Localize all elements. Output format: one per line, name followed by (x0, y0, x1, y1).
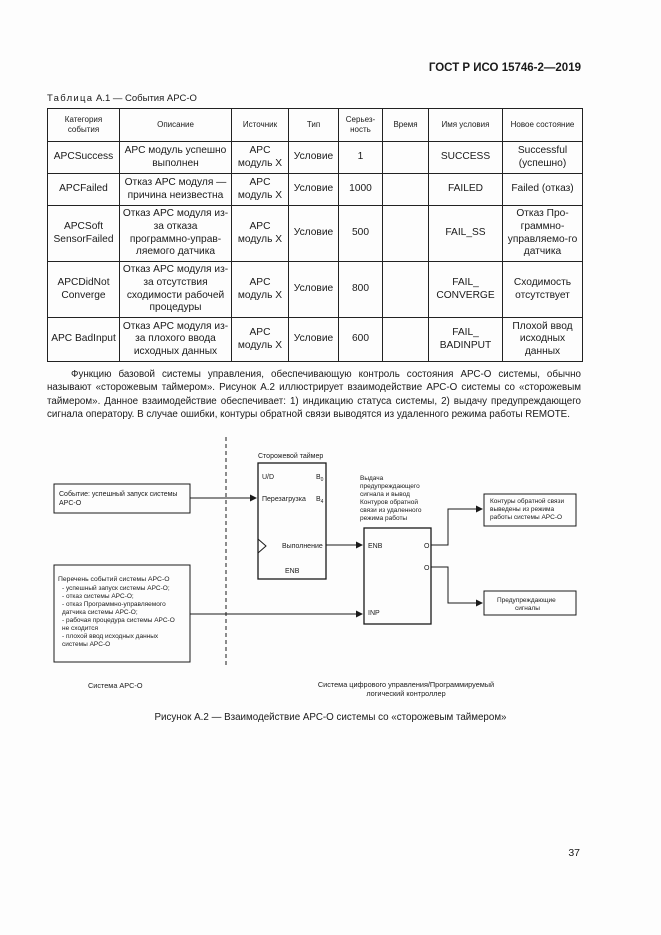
block-note-line: Контуров обратной (360, 499, 418, 506)
label-dcs-line: логический контроллер (366, 689, 446, 698)
block-o2-label: O (424, 565, 430, 572)
label-apc-system: Система APC-O (88, 681, 143, 690)
output-feedback-line: Контуры обратной связи (490, 498, 565, 505)
cell-time (383, 174, 429, 206)
figure-caption: Рисунок А.2 — Взаимодействие АРС-О системы со «сторожевым таймером» (154, 712, 507, 723)
cell-severity: 500 (339, 206, 383, 262)
event-list-line: системы APC-O (62, 641, 111, 648)
cell-condition: SUCCESS (429, 142, 503, 174)
event-box (54, 484, 190, 513)
table-header-row (48, 109, 583, 142)
cell-state: Successful (успешно) (503, 142, 583, 174)
cell-state: Плохой ввод исходных данных (503, 318, 583, 362)
block-note-line: Выдача (360, 475, 384, 482)
clock-input-icon (258, 539, 266, 553)
standard-header: ГОСТ Р ИСО 15746-2—2019 (428, 62, 581, 74)
watchdog-b0-letter: B (316, 474, 321, 481)
event-box-line: APC-O (59, 500, 82, 507)
cell-type: Условие (289, 174, 339, 206)
table-row (48, 206, 583, 262)
cell-time (383, 318, 429, 362)
cell-category: APCSoft SensorFailed (48, 206, 120, 262)
block-note-line: сигнала и вывод (360, 491, 410, 498)
cell-severity: 600 (339, 318, 383, 362)
event-list-line: - успешный запуск системы APC-O; (62, 585, 170, 592)
watchdog-ud-label: U/D (262, 474, 275, 481)
cell-severity: 1000 (339, 174, 383, 206)
cell-state: Сходимость отсутствует (503, 262, 583, 318)
cell-description: Отказ АРС модуля из-за плохого ввода исходных данных (120, 318, 232, 362)
cell-category: APC BadInput (48, 318, 120, 362)
table-row (48, 174, 583, 206)
watchdog-b4-letter: B (316, 496, 321, 503)
cell-category: APCDidNot Converge (48, 262, 120, 318)
cell-state: Отказ Про-граммно-управляемо-го датчика (503, 206, 583, 262)
event-box-line: Событие: успешный запуск системы (59, 491, 178, 498)
table-caption-title: А.1 — События АРС-О (93, 93, 197, 104)
watchdog-reload-label: Перезагрузка (262, 496, 306, 503)
event-list-line: не сходится (62, 625, 99, 632)
column-header: Время (383, 109, 429, 142)
table-caption (47, 93, 197, 104)
event-list-line: - рабочая процедура системы APC-O (62, 617, 175, 624)
cell-condition: FAIL_SS (429, 206, 503, 262)
block-enb-label: ENB (368, 543, 383, 550)
cell-description: АРС модуль успешно выполнен (120, 142, 232, 174)
column-header: Новое состояние (503, 109, 583, 142)
event-list-line: - плохой ввод исходных данных (62, 633, 159, 640)
event-list-line: - отказ системы APC-O; (62, 593, 134, 600)
cell-category: APCFailed (48, 174, 120, 206)
cell-description: Отказ АРС модуля — причина неизвестна (120, 174, 232, 206)
events-table (47, 108, 583, 362)
cell-description: Отказ АРС модуля из-за отсутствия сходимости рабочей процедуры (120, 262, 232, 318)
cell-type: Условие (289, 142, 339, 174)
cell-time (383, 206, 429, 262)
cell-condition: FAILED (429, 174, 503, 206)
output-feedback-line: выведены из режима (490, 506, 555, 513)
column-header: Категория события (48, 109, 120, 142)
output-warning-line: Предупреждающие (497, 597, 556, 604)
paragraph-text: Функцию базовой системы управления, обеспечивающую контроль состояния АРС-О системы, обычно называют «сторожевым таймером». Рисунок А.2 иллюстрирует взаимодействие АРС-О системы со «сторожевым таймером». Данное взаимодействие обеспечивает: 1) индикацию статуса системы, 2) выдачу предупреждающего сигнала оператору. В случае ошибки, контуры обратной связи выводятся из удаленного режима работы REMOTE. (47, 369, 581, 420)
output-feedback-line: работы системы APC-O (490, 514, 563, 521)
table-row (48, 142, 583, 174)
block-o1-label: O (424, 543, 430, 550)
block-inp-label: INP (368, 610, 380, 617)
output-warning-line: сигналы (515, 605, 540, 612)
table-row (48, 262, 583, 318)
label-dcs-line: Система цифрового управления/Программируемый (317, 680, 495, 689)
watchdog-b4-label (316, 496, 324, 505)
watchdog-enb-label: ENB (285, 568, 300, 575)
event-list-line: датчика системы APC-O; (62, 609, 138, 616)
column-header: Тип (289, 109, 339, 142)
column-header: Источник (232, 109, 289, 142)
watchdog-b0-sub: 0 (320, 477, 324, 483)
cell-source: APC модуль X (232, 206, 289, 262)
cell-source: APC модуль X (232, 142, 289, 174)
watchdog-title: Сторожевой таймер (258, 453, 324, 460)
block-note-line: связи из удаленного (360, 507, 422, 514)
cell-type: Условие (289, 206, 339, 262)
cell-source: APC модуль X (232, 262, 289, 318)
block-note-line: предупреждающего (360, 483, 420, 490)
cell-source: APC модуль X (232, 318, 289, 362)
arrow-to-warning-box (431, 567, 482, 603)
table-row (48, 318, 583, 362)
page-number: 37 (568, 847, 580, 859)
arrow-to-feedback-box (431, 509, 482, 545)
cell-category: APCSuccess (48, 142, 120, 174)
cell-severity: 1 (339, 142, 383, 174)
watchdog-done-label: Выполнение (282, 543, 323, 550)
cell-condition: FAIL_ BADINPUT (429, 318, 503, 362)
cell-type: Условие (289, 262, 339, 318)
watchdog-b0-label (316, 474, 324, 483)
block-note-line: режима работы (360, 515, 408, 522)
column-header: Серьез-ность (339, 109, 383, 142)
cell-state: Failed (отказ) (503, 174, 583, 206)
event-list-line: Перечень событий системы APC-O (58, 576, 170, 583)
table-caption-prefix: Таблица (47, 93, 94, 104)
cell-type: Условие (289, 318, 339, 362)
cell-condition: FAIL_ CONVERGE (429, 262, 503, 318)
cell-severity: 800 (339, 262, 383, 318)
body-paragraph (47, 368, 581, 421)
watchdog-b4-sub: 4 (320, 499, 324, 505)
watchdog-diagram (0, 430, 661, 710)
cell-time (383, 262, 429, 318)
column-header: Описание (120, 109, 232, 142)
column-header: Имя условия (429, 109, 503, 142)
cell-time (383, 142, 429, 174)
event-list-line: - отказ Программно-управляемого (62, 601, 166, 608)
cell-description: Отказ АРС модуля из-за отказа программно-управ-ляемого датчика (120, 206, 232, 262)
cell-source: APC модуль X (232, 174, 289, 206)
